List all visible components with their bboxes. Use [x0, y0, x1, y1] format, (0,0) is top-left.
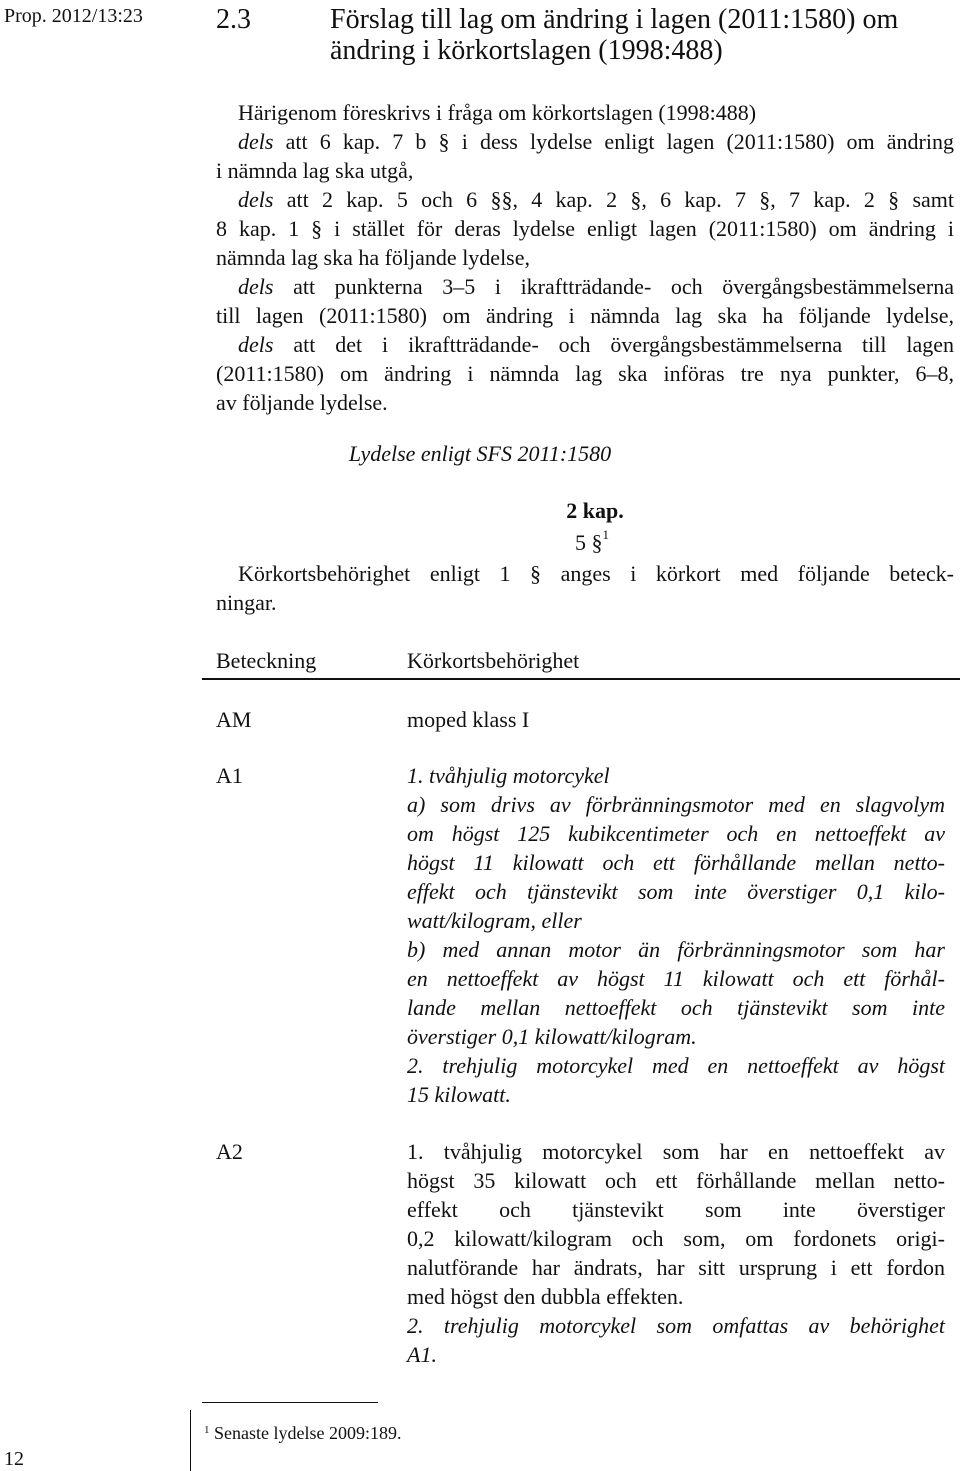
intro-line: nämnda lag ska ha följande lydelse, — [216, 245, 531, 270]
paragraph-text-line: ningar. — [216, 590, 277, 615]
intro-line: dels att det i ikraftträdande- och övergångsbestämmelserna till lagen — [238, 332, 954, 357]
prop-reference: Prop. 2012/13:23 — [4, 5, 143, 27]
table-row-line: högst 35 kilowatt och ett förhållande mellan netto- — [407, 1168, 945, 1193]
table-header-description: Körkortsbehörighet — [407, 648, 580, 673]
intro-line: dels att 6 kap. 7 b § i dess lydelse enligt lagen (2011:1580) om ändring — [238, 129, 954, 154]
table-row-code: AM — [216, 707, 252, 732]
table-row-line: effekt och tjänstevikt som inte överstiger — [407, 1197, 945, 1222]
intro-line: dels att 2 kap. 5 och 6 §§, 4 kap. 2 §, 6 kap. 7 §, 7 kap. 2 § samt — [238, 187, 954, 212]
table-row-code: A2 — [216, 1139, 243, 1164]
table-row-line: watt/kilogram, eller — [407, 908, 582, 933]
intro-line: (2011:1580) om ändring i nämnda lag ska införas tre nya punkter, 6–8, — [216, 361, 954, 386]
section-number: 2.3 — [216, 4, 251, 35]
table-row-line: a) som drivs av förbränningsmotor med en slagvolym — [407, 792, 945, 817]
table-row-line: 2. trehjulig motorcykel som omfattas av behörighet — [407, 1313, 945, 1338]
table-row-line: nalutförande har ändrats, har sitt ursprung i ett fordon — [407, 1255, 945, 1280]
intro-line: 8 kap. 1 § i stället för deras lydelse enligt lagen (2011:1580) om ändring i — [216, 216, 954, 241]
footnote — [204, 1422, 401, 1444]
page-number: 12 — [4, 1448, 24, 1470]
table-row-line: 0,2 kilowatt/kilogram och som, om fordonets origi- — [407, 1226, 945, 1251]
dels-keyword: dels — [238, 187, 274, 212]
table-row-description — [407, 1137, 945, 1369]
intro-line: dels att punkterna 3–5 i ikraftträdande- och övergångsbestämmelserna — [238, 274, 954, 299]
table-header-rule — [202, 678, 960, 680]
table-row-line: om högst 125 kubikcentimeter och en nettoeffekt av — [407, 821, 945, 846]
dels-keyword: dels — [238, 332, 274, 357]
table-row-line: överstiger 0,1 kilowatt/kilogram. — [407, 1024, 697, 1049]
section-title: Förslag till lag om ändring i lagen (2011:1580) om ändring i körkortslagen (1998:488) — [330, 4, 899, 66]
footnote-rule — [202, 1402, 378, 1403]
chapter-heading: 2 kap. — [566, 498, 624, 523]
footnote-mark: 1 — [204, 1424, 210, 1436]
table-row-line: lande mellan nettoeffekt och tjänstevikt som inte — [407, 995, 945, 1020]
dels-keyword: dels — [238, 129, 274, 154]
table-row-line: med högst den dubbla effekten. — [407, 1284, 684, 1309]
table-row-description — [407, 705, 945, 734]
intro-line: i nämnda lag ska utgå, — [216, 158, 414, 183]
dels-keyword: dels — [238, 274, 274, 299]
table-row-line: 15 kilowatt. — [407, 1082, 511, 1107]
table-row-description — [407, 761, 945, 1109]
paragraph-heading — [575, 527, 609, 556]
table-row-line: 2. trehjulig motorcykel med en nettoeffekt av högst — [407, 1053, 945, 1078]
table-row-line: 1. tvåhjulig motorcykel som har en nettoeffekt av — [407, 1139, 945, 1164]
table-row-line: b) med annan motor än förbränningsmotor som har — [407, 937, 945, 962]
table-header-code: Beteckning — [216, 648, 317, 673]
footnote-reference: 1 — [602, 527, 609, 542]
table-row-line: högst 11 kilowatt och ett förhållande mellan netto- — [407, 850, 945, 875]
table-row-line: A1. — [407, 1342, 437, 1367]
lydelse-label: Lydelse enligt SFS 2011:1580 — [348, 441, 612, 466]
table-row-line: en nettoeffekt av högst 11 kilowatt och ett förhål- — [407, 966, 945, 991]
footnote-text: Senaste lydelse 2009:189. — [214, 1423, 402, 1443]
intro-line: av följande lydelse. — [216, 390, 388, 415]
section-heading — [216, 4, 960, 66]
table-row-line: 1. tvåhjulig motorcykel — [407, 763, 610, 788]
intro-line: Härigenom föreskrivs i fråga om körkortslagen (1998:488) — [238, 100, 757, 125]
margin-rule — [190, 1410, 191, 1471]
paragraph-text-line: Körkortsbehörighet enligt 1 § anges i körkort med följande beteck- — [238, 561, 954, 586]
paragraph-number: 5 § — [575, 530, 603, 555]
intro-line: till lagen (2011:1580) om ändring i nämnda lag ska ha följande lydelse, — [216, 303, 954, 328]
table-row-line: effekt och tjänstevikt som inte överstiger 0,1 kilo- — [407, 879, 945, 904]
table-row-line: moped klass I — [407, 707, 530, 732]
table-row-code: A1 — [216, 763, 243, 788]
